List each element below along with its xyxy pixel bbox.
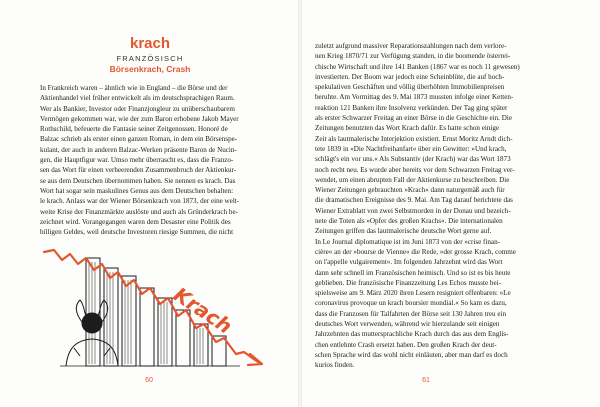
text-line: Vermögen gekommen war, wie der zum Baron erhobene Jakob Mayer (40, 114, 239, 123)
text-line: Balzac schrieb als erster einen ganzen Roman, in dem ein Börsenspe- (40, 135, 238, 144)
source-language: FRANZÖSISCH (116, 54, 184, 63)
text-line: Zeitungen benutzten das Wort Krach dafür. Es hatte schon einige (315, 124, 500, 133)
right-body-text (315, 41, 549, 371)
text-line: le krach. Anlass war der Wiener Börsenkrach von 1873, der eine welt- (40, 197, 240, 206)
text-line: reaktion 121 Banken ihre Insolvenz verkünden. Der Tag ging später (315, 103, 508, 112)
text-line: die dramatischen Ereignisse des 9. Mai. Am Tag darauf berichtete das (315, 196, 513, 205)
text-line: Wer als Bankier, Investor oder Finanzjongleur zu unüberschaubarem (40, 104, 235, 113)
text-line: geblieben. Die französische Finanzzeitung Les Echos musste bei- (315, 278, 501, 287)
text-line: Rothschild, befeuerte die Fantasie seiner Zeitgenossen. Honoré de (40, 125, 228, 134)
text-line: zeichnet wird. Vorangegangen waren dem Desaster eine Politik des (40, 217, 231, 226)
text-line: Jahrzehnten das muttersprachliche Krach durch das aus dem Englis- (315, 330, 509, 339)
left-page (0, 0, 298, 407)
text-line: on l'appelle vulgairement«. Im folgenden Jahrzehnt wird das Wort (315, 258, 503, 267)
text-line: spielsweise am 9. März 2020 ihren Lesern resigniert offenbaren: »Le (315, 289, 511, 298)
text-line: noch recht neu. Es wurde aber bereits vor dem Schwarzen Freitag ver- (315, 165, 515, 174)
text-line: Wiener Zeitungen gebrauchten »Krach« dann naturgemäß auch für (315, 186, 505, 195)
text-line: als erster Schwarzer Freitag an einer Börse in die Geschichte ein. Die (315, 114, 512, 123)
entry-heading (40, 36, 260, 74)
text-line: se aus dem Deutschen übernommen haben. Sie nennen es krach. Das (40, 176, 236, 185)
text-line: Zeit als lautmalerische Interjektion existiert. Ernst Moritz Arndt dich- (315, 134, 513, 143)
text-line: Wiener Extrablatt von zwei Selbstmorden in der Donau und bezeich- (315, 206, 511, 215)
text-line: nen Krieg 1870/71 zur Verfügung standen, in die boomende österrei- (315, 52, 511, 61)
headword: krach (129, 35, 171, 52)
text-line: dass die Franzosen für Talfahrten der Börse seit 130 Jahren treu ein (315, 309, 507, 318)
left-body-text (40, 83, 260, 237)
text-line: schen Sprache wird das wohl nicht einläuten, aber man darf es doch (315, 350, 508, 359)
illustration-word: Krach (169, 282, 237, 339)
text-line: investierten. Der Boom war jedoch eine Scheinblüte, die auf hoch- (315, 72, 505, 81)
text-line: Aktienhandel viel früher entwickelt als im deutschsprachigen Raum. (40, 94, 235, 103)
text-line: schlägt's ein vor uns.« Als Substantiv (der Krach) war das Wort 1873 (315, 155, 511, 164)
text-line: billigen Geldes, weil deutsche Investoren riesige Summen, die nicht (40, 228, 234, 237)
page-number-right: 61 (422, 377, 430, 384)
text-line: dann sehr schnell im Französischen heimisch. Und so ist es bis heute (315, 268, 511, 277)
text-line: gen, die Hauptfigur war. Umso mehr überrascht es, dass die Franzo- (40, 156, 234, 165)
text-line: In Le Journal diplomatique ist im Juni 1873 von der »crise finan- (315, 237, 500, 246)
translation: Börsenkrach, Crash (109, 64, 191, 74)
text-line: cière« an der »bourse de Vienne« die Rede, »der grosse Krach, comme (315, 247, 516, 256)
text-line: coronavirus provoque un krach boursier mondial.« So kam es dazu, (315, 299, 507, 308)
text-line: sen das Wort für einen verheerenden Zusammenbruch der Aktienkur- (40, 166, 237, 175)
text-line: beruhte. Am Vormittag des 9. Mai 1873 mussten infolge einer Ketten- (315, 93, 514, 102)
text-line: tete 1839 in »Die Nachtfreihanfart« über ein Gewitter: »Und krach, (315, 144, 507, 153)
text-line: kulant, der auch in anderen Balzac-Werken präsente Baron de Nucin- (40, 145, 237, 154)
text-line: spekulativen Geschäften und völlig überhöhten Immobilienpreisen (315, 83, 505, 92)
text-line: chische Wirtschaft und ihre 141 Banken (1867 war es noch 11 gewesen) (315, 62, 520, 71)
text-line: wendet, um einen abrupten Fall der Aktienkurse zu beschreiben. Die (315, 175, 510, 184)
text-line: nete die Toten als »Opfer des großen Krachs«. Die internationalen (315, 217, 503, 226)
text-line: In Frankreich waren – ähnlich wie in England – die Börse und der (40, 84, 228, 92)
crash-illustration (40, 238, 285, 368)
text-line: chen entlehnte Crash ersetzt haben. Den großen Krach der deut- (315, 340, 497, 349)
text-line: Zeitungen griffen das lautmalerische deutsche Wort gerne auf. (315, 227, 492, 236)
text-line: zuletzt aufgrund massiver Reparationszahlungen nach dem verlore- (315, 42, 507, 50)
right-page (302, 0, 600, 407)
page-number-left: 60 (145, 377, 153, 384)
text-line: kurios finden. (315, 361, 355, 370)
text-line: deutsches Wort verwenden, während wir hierzulande seit einigen (315, 320, 500, 329)
text-line: Wort hat sogar sein maskulines Genus aus dem Deutschen behalten: (40, 186, 234, 195)
text-line: weite Krise der Finanzmärkte auslöste und auch als Gründerkrach be- (40, 207, 238, 216)
